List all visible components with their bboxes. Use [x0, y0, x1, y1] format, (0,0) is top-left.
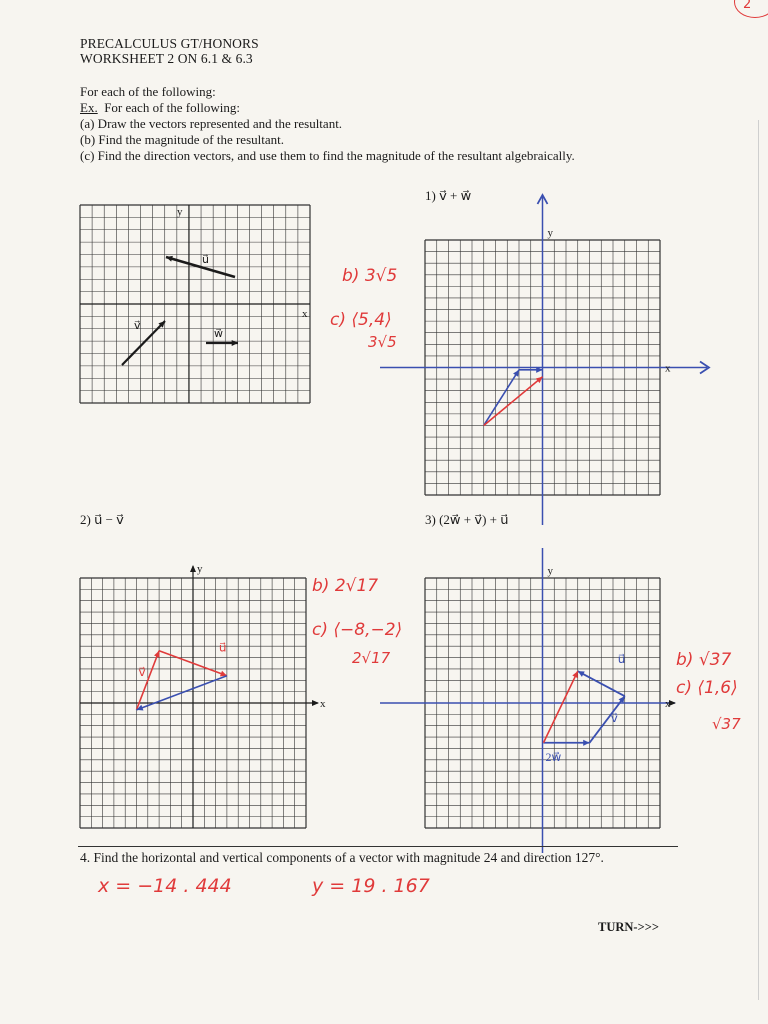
problem-3-label: [425, 512, 508, 527]
problem-2-x-arrowhead: [312, 700, 319, 706]
problem-3-u-label: u⃗: [617, 652, 626, 667]
instruction-c: (c) Find the direction vectors, and use them to find the magnitude of the resultant algebraically.: [80, 148, 575, 163]
problem-1-graph: [425, 227, 671, 495]
problem-3-v-label: v⃗: [610, 711, 618, 726]
problem-2-u-label: u⃗: [218, 640, 227, 655]
problem-2-answer-c: c) ⟨−8,−2⟩: [312, 620, 403, 640]
vector-v-label: v⃗: [134, 320, 141, 332]
page-number-circle: [734, 0, 768, 18]
problem-1-number: 1): [425, 188, 436, 203]
problem-2-answer-c-magnitude: 2√17: [352, 649, 391, 667]
problem-1-vector-v: [484, 370, 519, 426]
problem-3-graph: [425, 565, 671, 828]
example-x-label: x: [302, 308, 308, 320]
problem-1-label: [425, 188, 471, 203]
problem-2-expression: u⃗ − v⃗: [94, 512, 124, 527]
instructions-example: [80, 100, 240, 115]
page-number: 2: [743, 0, 752, 12]
problem-1-y-label: y: [547, 227, 553, 239]
problem-2-answer-b: b) 2√17: [312, 576, 379, 596]
problem-1-x-label: x: [665, 362, 671, 375]
problem-2-v-label: v⃗: [138, 664, 146, 679]
worksheet-subtitle: WORKSHEET 2 ON 6.1 & 6.3: [80, 51, 253, 66]
problem-2-x-label: x: [320, 698, 326, 710]
problem-3-y-label: y: [547, 565, 553, 577]
problem-1-answer-c: c) ⟨5,4⟩: [330, 310, 392, 330]
vector-u-arrow: [166, 256, 235, 277]
problem-3-expression: (2w⃗ + v⃗) + u⃗: [439, 512, 509, 527]
example-label: Ex.: [80, 100, 98, 115]
problem-3-vector-2w: [544, 740, 590, 746]
vector-w-label: w⃗: [214, 328, 223, 340]
problem-1-expression: v⃗ + w⃗: [439, 188, 472, 203]
example-vector-graph: [80, 205, 310, 403]
example-text: For each of the following:: [104, 100, 240, 115]
problem-1-answer-b: b) 3√5: [342, 266, 398, 286]
question-4-answer-y: y = 19 . 167: [312, 875, 430, 897]
problem-2-number: 2): [80, 512, 91, 527]
instruction-a: (a) Draw the vectors represented and the resultant.: [80, 116, 343, 131]
turn-page-label: TURN->>>: [598, 920, 659, 934]
problem-2-graph: [80, 563, 326, 828]
section-divider: [78, 846, 678, 847]
problem-2-y-arrowhead: [190, 565, 196, 572]
margin-line: [758, 120, 759, 1000]
problem-2-y-label: y: [197, 563, 203, 575]
problem-2-label: [80, 512, 124, 527]
problem-3-x-label: x: [665, 698, 671, 710]
worksheet-title: PRECALCULUS GT/HONORS: [80, 36, 259, 51]
problem-3-resultant: [544, 671, 578, 743]
question-4-answer-x: x = −14 . 444: [98, 875, 232, 897]
instruction-b: (b) Find the magnitude of the resultant.: [80, 132, 284, 147]
problem-3-number: 3): [425, 512, 436, 527]
vector-u-label: u⃗: [202, 254, 209, 266]
problem-3-answer-c-magnitude: √37: [712, 715, 741, 733]
instructions-intro: For each of the following:: [80, 84, 216, 99]
problem-3-answer-b: b) √37: [676, 650, 732, 670]
example-y-label: y: [176, 206, 183, 218]
problem-3-answer-c: c) ⟨1,6⟩: [676, 678, 738, 698]
problem-1-answer-c-magnitude: 3√5: [368, 333, 397, 351]
problem-1-resultant: [484, 377, 543, 426]
problem-3-w-label: 2w⃗: [545, 749, 562, 764]
question-4-text: 4. Find the horizontal and vertical components of a vector with magnitude 24 and direction 127°.: [80, 850, 604, 865]
